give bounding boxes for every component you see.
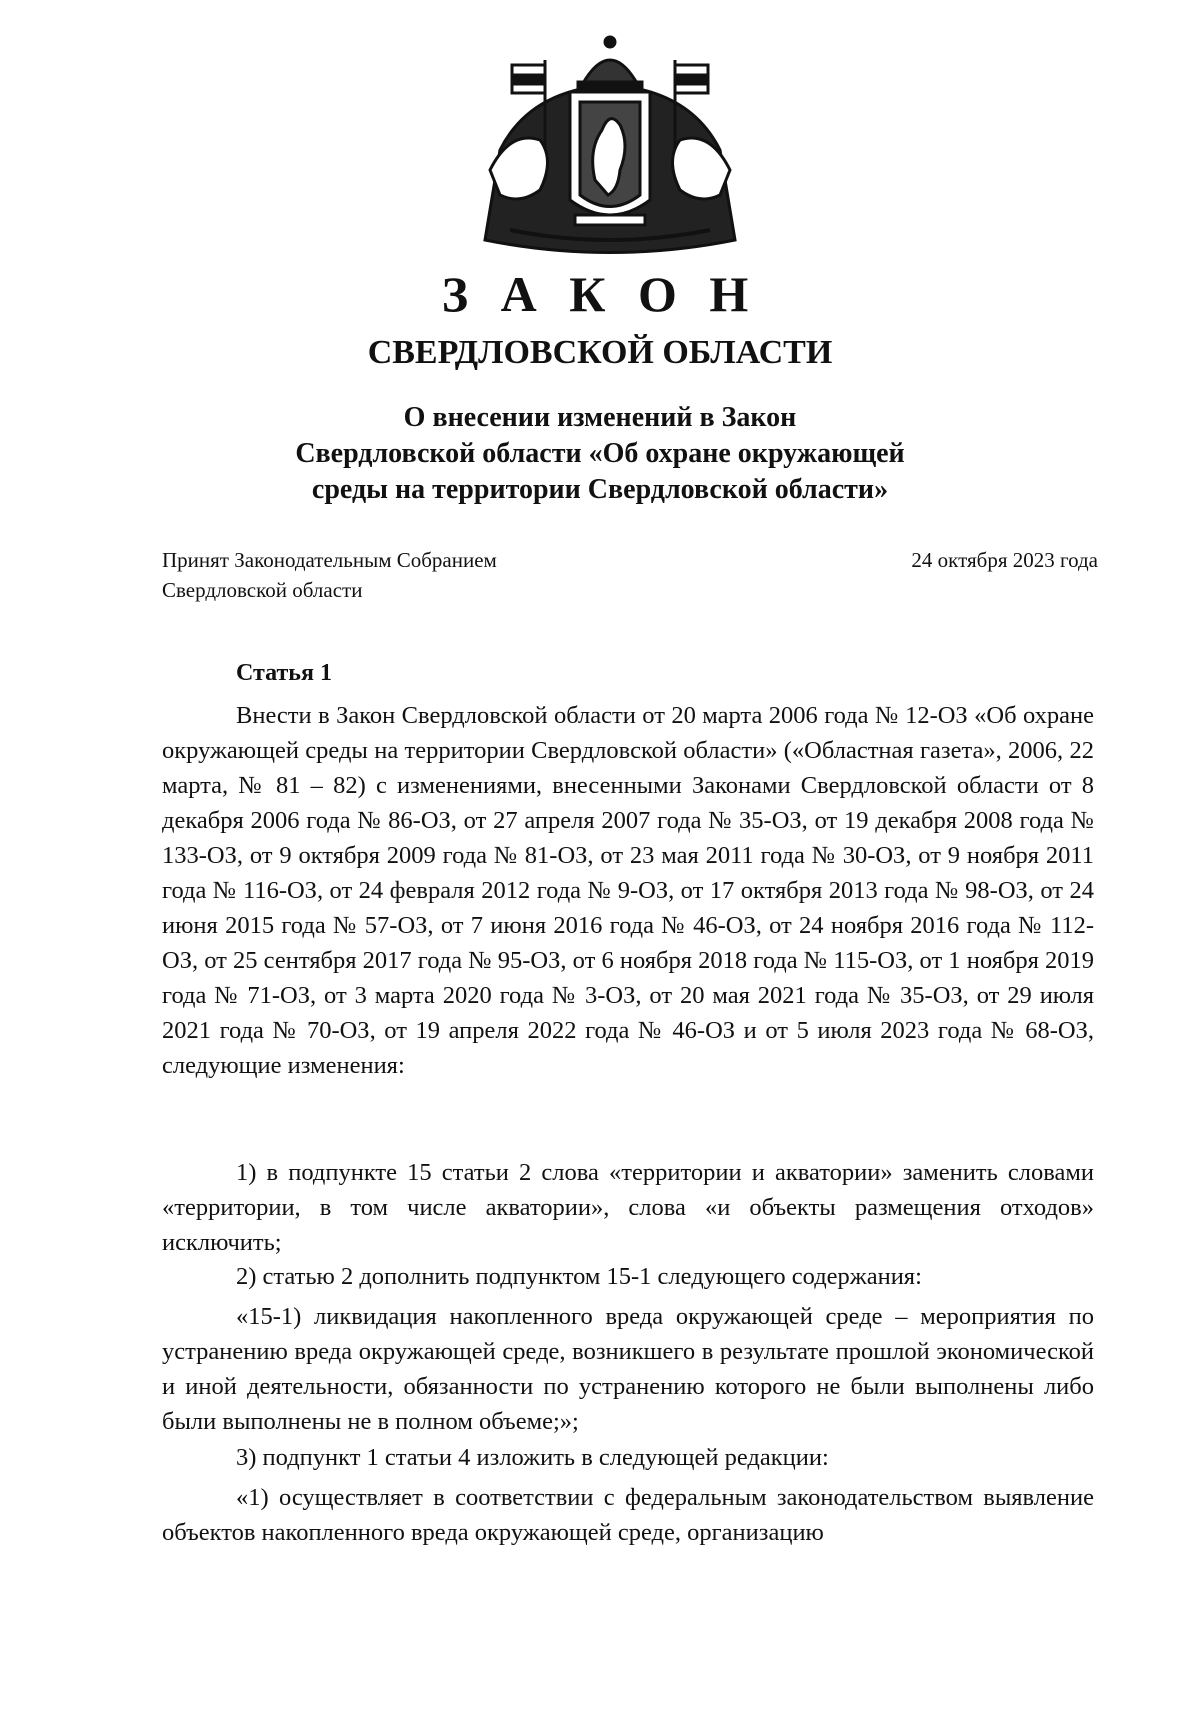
document-region: СВЕРДЛОВСКОЙ ОБЛАСТИ bbox=[367, 334, 833, 371]
paragraph-text: Внести в Закон Свердловской области от 20 марта 2006 года № 12-ОЗ «Об охране окружающей среды на территории Свердловской области» («Областная газета», 2006, 22 марта, № 81 – 82) с изменениями, внесенными Законами Свердловской области от 8 декабря 2006 года № 86-ОЗ, от 27 апреля 2007 года № 35-ОЗ, от 19 декабря 2008 года № 133-ОЗ, от 9 октября 2009 года № 81-ОЗ, от 23 мая 2011 года № 30-ОЗ, от 9 ноября 2011 года № 116-ОЗ, от 24 февраля 2012 года № 9-ОЗ, от 17 октября 2013 года № 98-ОЗ, от 24 июня 2015 года № 57-ОЗ, от 7 июня 2016 года № 46-ОЗ, от 24 ноября 2016 года № 112-ОЗ, от 25 сентября 2017 года № 95-ОЗ, от 6 ноября 2018 года № 115-ОЗ, от 1 ноября 2019 года № 71-ОЗ, от 3 марта 2020 года № 3-ОЗ, от 20 мая 2021 года № 35-ОЗ, от 29 июля 2021 года № 70-ОЗ, от 19 апреля 2022 года № 46-ОЗ и от 5 июля 2023 года № 68-ОЗ, следующие изменения: bbox=[162, 702, 1094, 1079]
item-2-paragraph bbox=[162, 1259, 1094, 1294]
subtitle-line: среды на территории Свердловской области» bbox=[311, 474, 889, 505]
subtitle-line: Свердловской области «Об охране окружающей bbox=[295, 438, 905, 469]
paragraph-text: «1) осуществляет в соответствии с федеральным законодательством выявление объектов накопленного вреда окружающей среде, организацию bbox=[162, 1484, 1094, 1546]
paragraph-text: «15-1) ликвидация накопленного вреда окружающей среде – мероприятия по устранению вреда окружающей среде, возникшего в результате прошлой экономической и иной деятельности, обязанности по устранению которого не были выполнены либо были выполнены не в полном объеме;»; bbox=[162, 1303, 1094, 1435]
item-3-quote-paragraph bbox=[162, 1480, 1094, 1550]
paragraph-text: 2) статью 2 дополнить подпунктом 15-1 следующего содержания: bbox=[236, 1263, 922, 1290]
item-2-quote-paragraph bbox=[162, 1299, 1094, 1439]
adoption-info bbox=[162, 545, 497, 605]
paragraph-text: 3) подпункт 1 статьи 4 изложить в следующей редакции: bbox=[236, 1444, 829, 1471]
document-subtitle bbox=[0, 400, 1200, 508]
subtitle-line: О внесении изменений в Закон bbox=[403, 402, 797, 433]
adopted-by-line2: Свердловской области bbox=[162, 578, 363, 602]
sverdlovsk-coat-of-arms-icon bbox=[470, 30, 750, 265]
document-title: З А К О Н bbox=[441, 266, 759, 322]
paragraph-text: 1) в подпункте 15 статьи 2 слова «территории и акватории» заменить словами «территории, в том числе акватории», слова «и объекты размещения отходов» исключить; bbox=[162, 1159, 1094, 1256]
item-1-paragraph bbox=[162, 1155, 1094, 1260]
article-intro-paragraph bbox=[162, 698, 1094, 1083]
adoption-date: 24 октября 2023 года bbox=[911, 548, 1098, 572]
item-3-paragraph bbox=[162, 1440, 1094, 1475]
adopted-by-line1: Принят Законодательным Собранием bbox=[162, 548, 497, 572]
article-heading: Статья 1 bbox=[236, 660, 332, 686]
